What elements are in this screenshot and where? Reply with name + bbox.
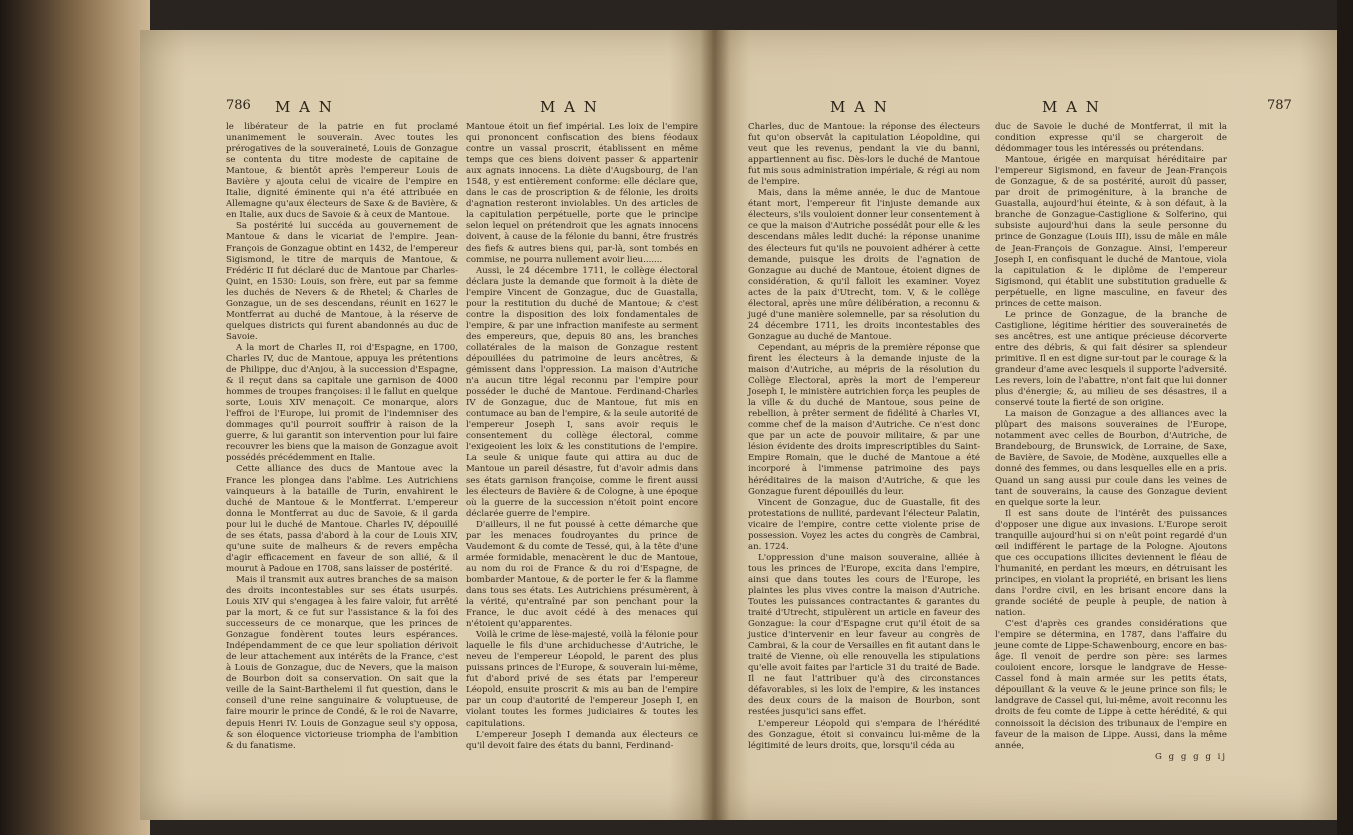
signature-mark: G g g g g ij bbox=[1155, 751, 1227, 762]
paragraph: Vincent de Gonzague, duc de Guastalle, fit des protestations de nullité, pardevant l'électeur Palatin, vicaire de l'empire, contre cette violente prise de possession. Voyez les actes du congrès de Cambrai, an. 1724. bbox=[748, 497, 980, 552]
text-column bbox=[466, 122, 698, 752]
text-column bbox=[226, 122, 458, 752]
paragraph: Mantoue, érigée en marquisat héréditaire par l'empereur Sigismond, en faveur de Jean-François de Gonzague, & de sa postérité, auroit dû passer, par droit de primogéniture, à la branche de Guastalla, aujourd'hui éteinte, & à son défaut, à la branche de Gonzague-Castiglione & Solferino, qui subsiste aujourd'hui dans la seule personne du prince de Gonzague (Louis III), issu de mâle en mâle de Jean-François de Gonzague. Ainsi, l'empereur Joseph I, en confisquant le duché de Mantoue, viola la capitulation & le diplôme de l'empereur Sigismond, qui établit une substitution graduelle & perpétuelle, en ligne masculine, en faveur des princes de cette maison. bbox=[995, 155, 1227, 309]
text-column bbox=[995, 122, 1227, 763]
paragraph: Voilà le crime de lèse-majesté, voilà la félonie pour laquelle le fils d'une archiduchesse d'Autriche, le neveu de l'empereur Léopold, le parent des plus puissans princes de l'Europe, & souverain lui-même, fut d'abord privé de ses états par l'empereur Léopold, ensuite proscrit & mis au ban de l'empire par un coup d'autorité de l'empereur Joseph I, en violant toutes les formes judiciaires & toutes les capitulations. bbox=[466, 630, 698, 729]
left-page bbox=[140, 30, 715, 820]
running-header: M A N bbox=[275, 98, 334, 116]
paragraph: le libérateur de la patrie en fut proclamé unanimement le souverain. Avec toutes les prérogatives de la souveraineté, Louis de Gonzague se contenta du titre modeste de capitaine de Mantoue, & bientôt après l'empereur Louis de Bavière y ajouta celui de vicaire de l'empire en Italie, dignité éminente qui n'a été attribuée en Allemagne qu'aux électeurs de Saxe & de Bavière, & en Italie, aux ducs de Savoie & à ceux de Mantoue. bbox=[226, 122, 458, 221]
paragraph: L'empereur Joseph I demanda aux électeurs ce qu'il devoit faire des états du banni, Ferdinand- bbox=[466, 729, 698, 751]
paragraph: L'oppression d'une maison souveraine, alliée à tous les princes de l'Europe, excita dans l'empire, ainsi que dans toutes les cours de l'Europe, les plaintes les plus vives contre la maison d'Autriche. Toutes les puissances contractantes & garantes du traité d'Utrecht, stipulèrent un article en faveur des Gonzague: la cour d'Espagne crut qu'il étoit de sa justice d'intervenir en leur faveur au congrès de Cambrai, & la cour de Versailles en fit autant dans le traité de Vienne, où elle renouvella les stipulations qu'elle avoit faites par l'article 31 du traité de Bade. Il ne faut l'attribuer qu'à des circonstances défavorables, si les loix de l'empire, & les instances des deux cours de la maison de Bourbon, sont restées jusqu'ici sans effet. bbox=[748, 552, 980, 718]
paragraph: Mantoue étoit un fief impérial. Les loix de l'empire qui prononcent confiscation des biens féodaux contre un vassal proscrit, établissent en même temps que ces biens doivent passer & appartenir aux agnats innocens. La diète d'Augsbourg, de l'an 1548, y est entièrement conforme: elle déclare que, dans le cas de proscription & de félonie, les droits d'agnation resteront inviolables. Un des articles de la capitulation perpétuelle, porte que le principe selon lequel on prétendroit que les agnats innocens doivent, à cause de la félonie du banni, être frustrés des fiefs & autres biens qui, par-là, sont tombés en commise, ne pourra nullement avoir lieu....... bbox=[466, 122, 698, 265]
running-header: M A N bbox=[830, 98, 889, 116]
page-number: 787 bbox=[1267, 98, 1292, 113]
book-gutter bbox=[700, 30, 730, 820]
paragraph: La maison de Gonzague a des alliances avec la plûpart des maisons souveraines de l'Europe, notamment avec celles de Bourbon, d'Autriche, de Brandebourg, de Brunswick, de Lorraine, de Saxe, de Bavière, de Savoie, de Modène, auxquelles elle a donné des femmes, ou dans lesquelles elle en a pris. Quand un sang aussi pur coule dans les veines de tant de souverains, la cause des Gonzague devient en quelque sorte la leur. bbox=[995, 409, 1227, 508]
paragraph: duc de Savoie le duché de Montferrat, il mit la condition expresse qu'il se chargeroit de dédommager tous les intéressés ou prétendans. bbox=[995, 122, 1227, 155]
paragraph: Le prince de Gonzague, de la branche de Castiglione, légitime héritier des souverainetés de ses ancêtres, est une antique précieuse décorverte entre des débris, & qui fait désirer sa splendeur primitive. Il en est digne sur-tout par le courage & la grandeur d'ame avec lesquels il supporte l'adversité. Les revers, loin de l'abattre, n'ont fait que lui donner plus d'énergie; &, au milieu de ses désastres, il a conservé toute la fierté de son origine. bbox=[995, 309, 1227, 409]
paragraph: Sa postérité lui succéda au gouvernement de Mantoue & dans le vicariat de l'empire. Jean-François de Gonzague obtint en 1432, de l'empereur Sigismond, le titre de marquis de Mantoue, & Frédéric II fut déclaré duc de Mantoue par Charles-Quint, en 1530: Louis, son frère, eut par sa femme les duchés de Nevers & de Rhetel; & Charles de Gonzague, un de ses descendans, réunit en 1627 le Montferrat au duché de Mantoue, à la réserve de quelques districts qui furent abandonnés au duc de Savoie. bbox=[226, 221, 458, 342]
paragraph: Mais, dans la même année, le duc de Mantoue étant mort, l'empereur fit l'injuste demande aux électeurs, s'ils vouloient donner leur consentement à ce que la maison d'Autriche possédât pour elle & les descendans mâles ledit duché: la réponse unanime des électeurs fut qu'ils ne pouvoient adhérer à cette demande, puisque les droits de l'agnation de Gonzague au duché de Mantoue, étoient dignes de considération, & qu'il falloit les examiner. Voyez actes de la paix d'Utrecht, tom. V, & le collège électoral, après une mûre délibération, a reconnu & jugé d'une manière solemnelle, par sa résolution du 24 décembre 1711, les droits incontestables des Gonzague au duché de Mantoue. bbox=[748, 188, 980, 342]
paragraph: L'empereur Léopold qui s'empara de l'hérédité des Gonzague, étoit si convaincu lui-même de la légitimité de leurs droits, que, lorsqu'il céda au bbox=[748, 718, 980, 751]
running-header: M A N bbox=[540, 98, 599, 116]
paragraph: Il est sans doute de l'intérêt des puissances d'opposer une digue aux invasions. L'Europe seroit tranquille aujourd'hui si on n'eût point regardé d'un œil indifférent le partage de la Pologne. Ajoutons que ces occupations illicites deviennent le fléau de l'humanité, en perdant les mœurs, en détruisant les principes, en violant la propriété, en brisant les liens dans l'ordre civil, en les brisant encore dans la grande société de peuple à peuple, de nation à nation. bbox=[995, 508, 1227, 619]
running-header: M A N bbox=[1042, 98, 1101, 116]
paragraph: C'est d'après ces grandes considérations que l'empire se détermina, en 1787, dans l'affaire du jeune comte de Lippe-Schawenbourg, encore en bas-âge. Il venoit de perdre son père: ses larmes couloient encore, lorsque le landgrave de Hesse-Cassel fond à main armée sur les petits états, dépouillant & la veuve & le jeune prince son fils; le landgrave de Cassel qui, lui-même, avoit reconnu les droits de feu comte de Lippe à cette hérédité, & qui connoissoit la décision des tribunaux de l'empire en faveur de la maison de Lippe. Aussi, dans la même année, bbox=[995, 619, 1227, 751]
paragraph: Aussi, le 24 décembre 1711, le collège électoral déclara juste la demande que formoit à la diète de l'empire Vincent de Gonzague, duc de Guastalla, pour la restitution du duché de Mantoue; & c'est contre la disposition des loix fondamentales de l'empire, & par une infraction manifeste au serment des empereurs, que, depuis 80 ans, les branches collatérales de la maison de Gonzague restent dépouillées du patrimoine de leurs ancêtres, & gémissent dans l'oppression. La maison d'Autriche n'a aucun titre légal reconnu par l'empire pour posséder le duché de Mantoue. Ferdinand-Charles IV de Gonzague, duc de Mantoue, fut mis en contumace au ban de l'empire, & la seule autorité de l'empereur Joseph I, sans avoir requis le consentement du collège électoral, comme l'exigeoient les loix & les constitutions de l'empire. La seule & unique faute qui attira au duc de Mantoue un pareil désastre, fut d'avoir admis dans ses états garnison françoise, comme le firent aussi les électeurs de Bavière & de Cologne, à une époque où la guerre de la succession n'étoit point encore déclarée guerre de l'empire. bbox=[466, 265, 698, 519]
book-edge bbox=[0, 0, 150, 835]
page-number: 786 bbox=[226, 98, 251, 113]
paragraph: D'ailleurs, il ne fut poussé à cette démarche que par les menaces foudroyantes du prince de Vaudemont & du comte de Tessé, qui, à la tête d'une armée formidable, menacèrent le duc de Mantoue, au nom du roi de France & du roi d'Espagne, de bombarder Mantoue, & de porter le fer & la flamme dans tous ses états. Les Autrichiens présumèrent, à la vérité, qu'entraîné par son penchant pour la France, le duc avoit cédé à des menaces qui n'étoient qu'apparentes. bbox=[466, 519, 698, 630]
right-page bbox=[712, 30, 1337, 820]
paragraph: Cette alliance des ducs de Mantoue avec la France les plongea dans l'abîme. Les Autrichiens vainqueurs à la bataille de Turin, envahirent le duché de Mantoue & le Montferrat. L'empereur donna le Montferrat au duc de Savoie, & il garda pour lui le duché de Mantoue. Charles IV, dépouillé de ses états, passa d'abord à la cour de Louis XIV, qu'une suite de malheurs & de revers empêcha d'agir efficacement en faveur de son allié, & il mourut à Padoue en 1708, sans laisser de postérité. bbox=[226, 464, 458, 574]
text-column bbox=[748, 122, 980, 752]
paragraph: A la mort de Charles II, roi d'Espagne, en 1700, Charles IV, duc de Mantoue, appuya les prétentions de Philippe, duc d'Anjou, à la succession d'Espagne, & il reçut dans sa capitale une garnison de 4000 hommes de troupes françoises: il le fallut en quelque sorte, Louis XIV menaçoit. Ce monarque, alors l'effroi de l'Europe, lui promit de l'indemniser des dommages qu'il pourroit souffrir à raison de la guerre, & lui garantit son intervention pour lui faire recouvrer les biens que la maison de Gonzague avoit possédés précédemment en Italie. bbox=[226, 342, 458, 464]
paragraph: Mais il transmit aux autres branches de sa maison des droits incontestables sur ses états usurpés. Louis XIV qui s'engagea à les faire valoir, fut arrêté par la mort, & ce fut sur l'assistance & la foi des successeurs de ce monarque, que les princes de Gonzague fondèrent toutes leurs espérances. Indépendamment de ce que leur spoliation dérivoit de leur attachement aux intérêts de la France, c'est à Louis de Gonzague, duc de Nevers, que la maison de Bourbon doit sa conservation. On sait que la veille de la Saint-Barthelemi il fut question, dans le conseil d'une reine sanguinaire & voluptueuse, de faire mourir le prince de Condé, & le roi de Navarre, depuis Henri IV. Louis de Gonzague seul s'y opposa, & son éloquence victorieuse triompha de l'ambition & du fanatisme. bbox=[226, 574, 458, 751]
paragraph: Charles, duc de Mantoue: la réponse des électeurs fut qu'on observât la capitulation Léopoldine, qui veut que les revenus, pendant la vie du banni, appartiennent au fisc. Dès-lors le duché de Mantoue fut mis sous administration impériale, & régi au nom de l'empire. bbox=[748, 122, 980, 188]
paragraph: Cependant, au mépris de la première réponse que firent les électeurs à la demande injuste de la maison d'Autriche, au mépris de la résolution du Collège Electoral, après la mort de l'empereur Joseph I, le ministère autrichien força les peuples de la ville & du duché de Mantoue, sous peine de rebellion, à prêter serment de fidélité à Charles VI, comme chef de la maison d'Autriche. Ce n'est donc que par un acte de pouvoir militaire, & par une lésion évidente des droits imprescriptibles du Saint-Empire Romain, que le duché de Mantoue a été incorporé à l'immense patrimoine des pays héréditaires de la maison d'Autriche, & que les Gonzague furent dépouillés du leur. bbox=[748, 342, 980, 497]
book-edge bbox=[1337, 0, 1353, 835]
